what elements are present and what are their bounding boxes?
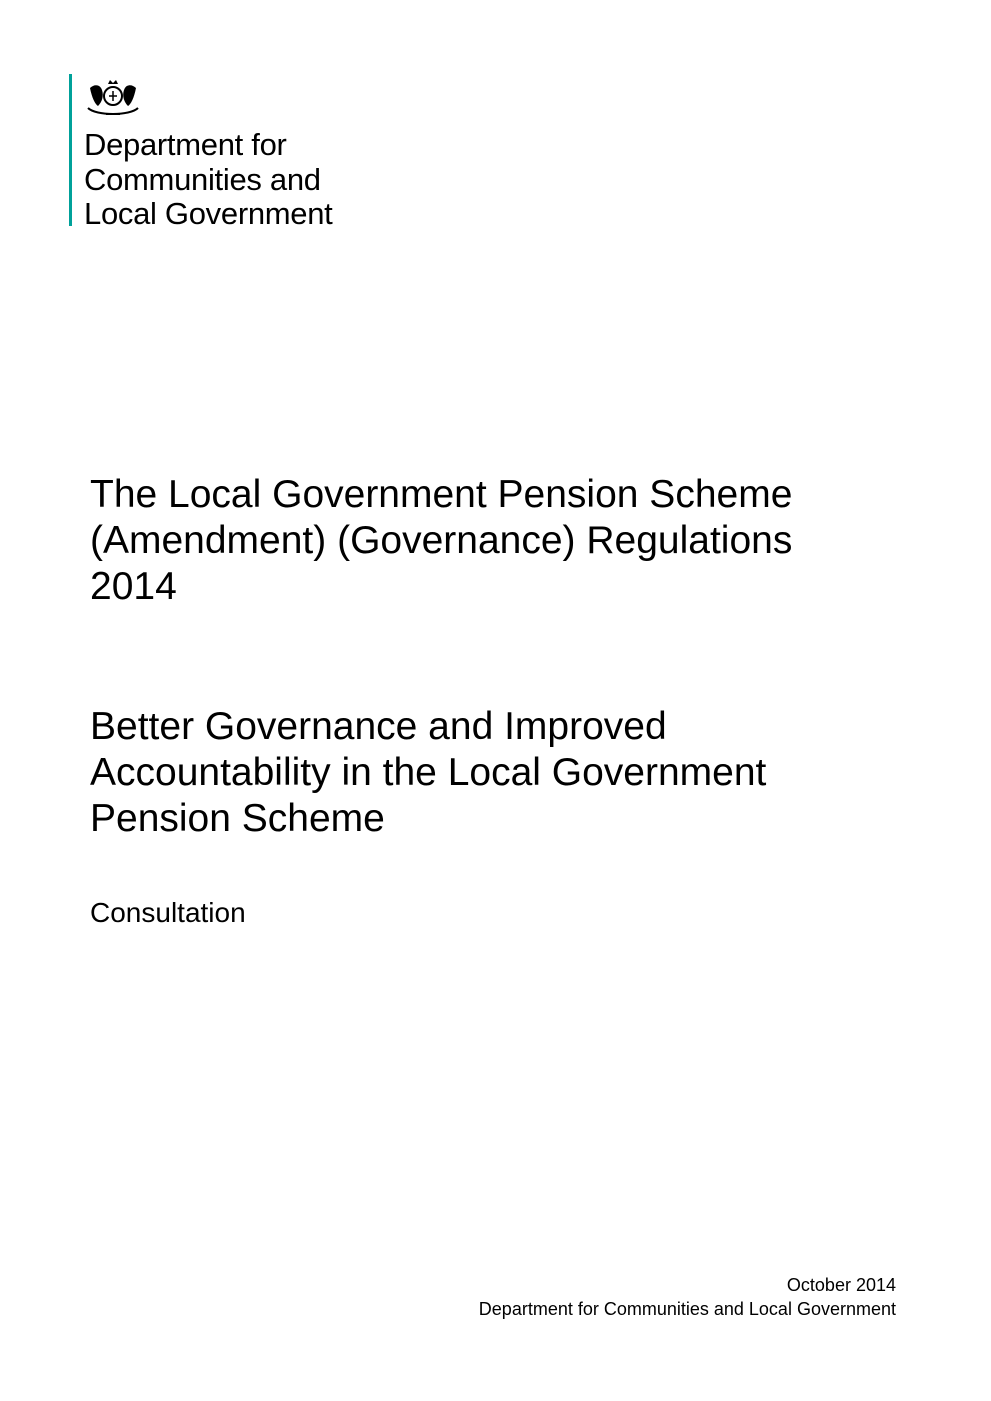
subtitle-line: Accountability in the Local Government bbox=[90, 751, 767, 794]
document-title bbox=[90, 472, 890, 610]
logo-line: Department for bbox=[84, 127, 287, 162]
royal-coat-of-arms-icon bbox=[84, 74, 142, 122]
document-type: Consultation bbox=[90, 897, 246, 928]
footer bbox=[479, 1274, 896, 1321]
title-line: The Local Government Pension Scheme bbox=[90, 473, 793, 516]
subtitle-line: Better Governance and Improved bbox=[90, 705, 667, 748]
title-line: (Amendment) (Governance) Regulations bbox=[90, 519, 793, 562]
logo-accent-bar bbox=[69, 74, 72, 226]
publisher: Department for Communities and Local Government bbox=[478, 1298, 896, 1319]
logo-line: Local Government bbox=[84, 196, 333, 231]
department-logo-text bbox=[84, 128, 333, 232]
publication-date: October 2014 bbox=[786, 1275, 896, 1295]
subtitle-line: Pension Scheme bbox=[90, 797, 385, 840]
document-subtitle bbox=[90, 704, 890, 842]
logo-line: Communities and bbox=[84, 161, 321, 197]
title-line: 2014 bbox=[90, 565, 177, 608]
